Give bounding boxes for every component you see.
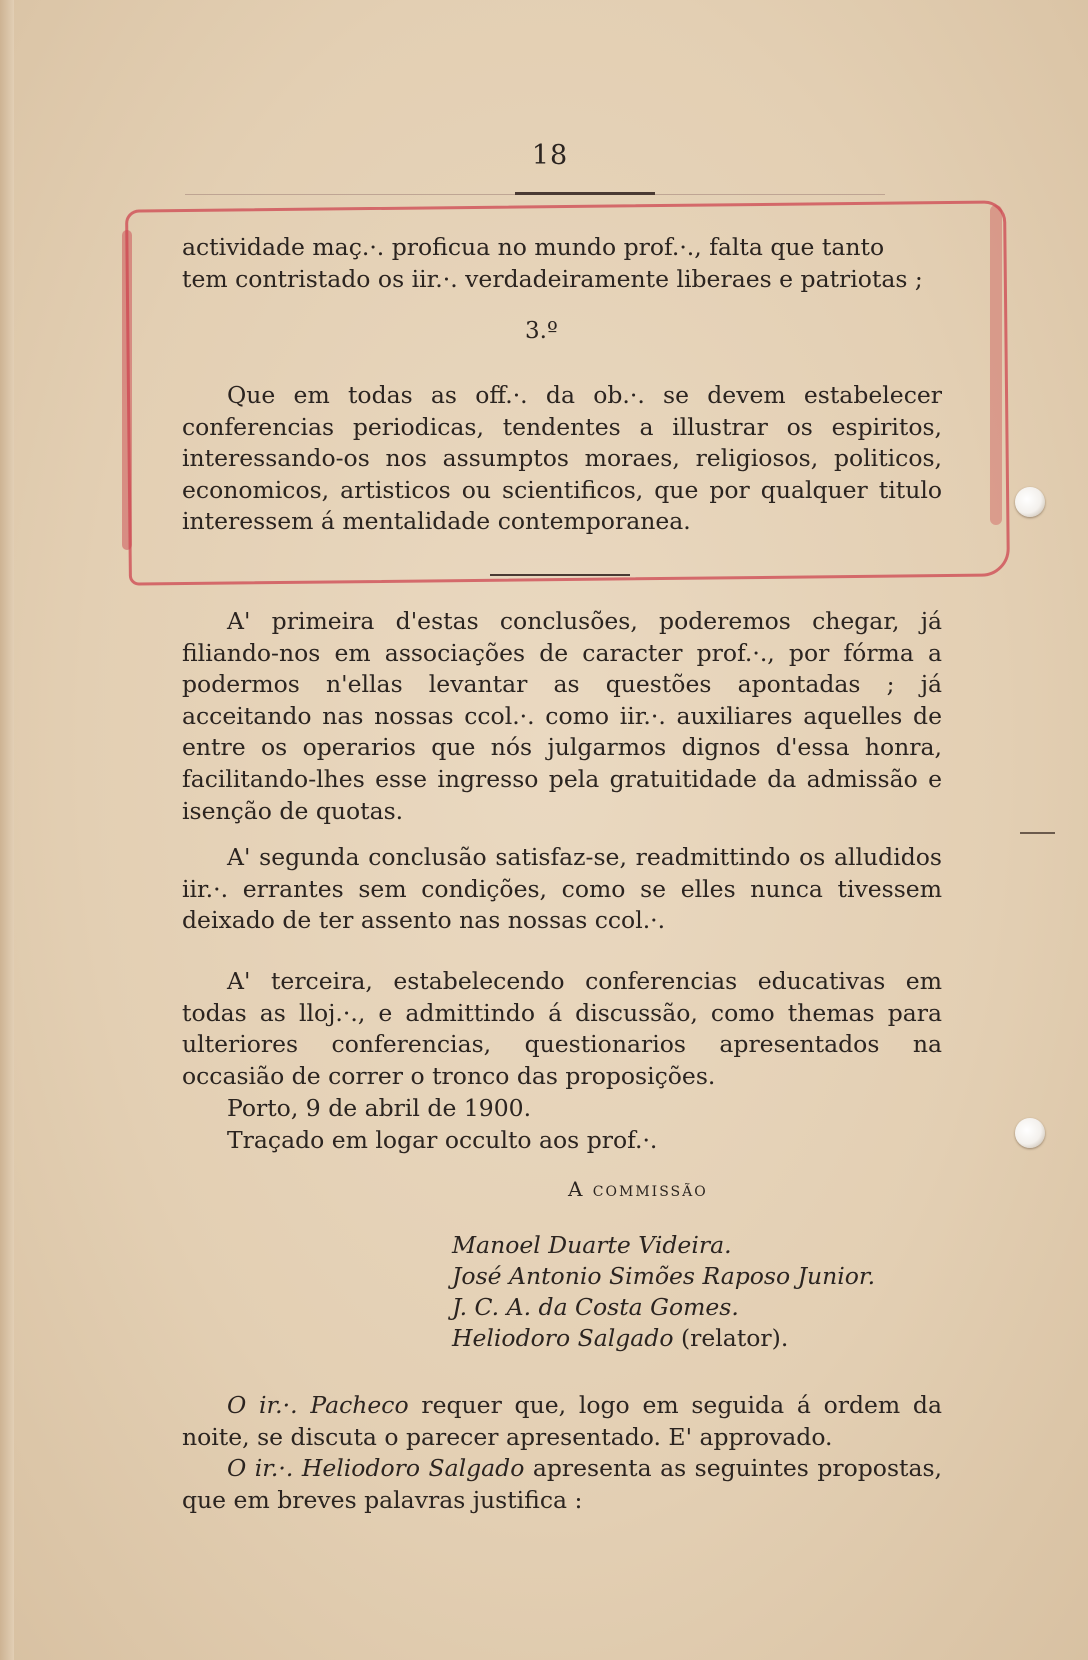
section-divider [490, 574, 630, 576]
traced-text: Traçado em logar occulto aos prof.·. [227, 1126, 658, 1154]
paragraph-text: A' primeira d'estas conclusões, poderemos chegar, já filiando-nos em associações de caracter prof.·., por fórma a podermos n'ellas levantar as questões apontadas ; já acceitando nas nossas ccol.·. como iir.·. auxiliares aquelles de entre os operarios que nós julgarmos dignos d'essa honra, facilitando-lhes esse ingresso pela gratuitidade da admissão e isenção de quotas. [182, 607, 942, 825]
signature-role: (relator). [680, 1324, 789, 1352]
header-rule-thick [515, 192, 655, 195]
traced-line [182, 1125, 942, 1157]
signature-name: Heliodoro Salgado [452, 1324, 674, 1352]
place-date-line [182, 1093, 942, 1125]
paragraph-rest: requer que, logo em seguida á ordem da noite, se discuta o parecer apresentado. E' approvado. [182, 1391, 942, 1451]
paragraph-text: A' segunda conclusão satisfaz-se, readmittindo os alludidos iir.·. errantes sem condições, como se elles nunca tivessem deixado de ter assento nas nossas ccol.·. [182, 843, 942, 935]
signature-line-relator [452, 1323, 875, 1354]
signature-line: José Antonio Simões Raposo Junior. [452, 1262, 876, 1290]
speaker-name: O ir.·. Heliodoro Salgado [227, 1454, 525, 1483]
margin-mark [1020, 832, 1055, 834]
paragraph-first-conclusion [182, 606, 942, 827]
header-rule [185, 192, 905, 196]
binding-hole [1015, 1118, 1045, 1148]
binding-hole [1015, 487, 1045, 517]
paragraph-text [182, 1453, 942, 1516]
page-edge-shadow [0, 0, 14, 1660]
paragraph-rest: apresenta as seguintes propostas, que em breves palavras justifica : [182, 1454, 942, 1514]
speaker-name: O ir.·. Pacheco [227, 1391, 409, 1419]
text-line: actividade maç.·. proficua no mundo prof.·., falta que tanto [182, 233, 885, 261]
paragraph-text [182, 1390, 942, 1453]
paragraph-text: A' terceira, estabelecendo conferencias educativas em todas as lloj.·., e admittindo á discussão, como themas para ulteriores conferencias, questionarios apresentados na occasião de correr o tronco das proposições. [182, 967, 942, 1090]
signature-line: J. C. A. da Costa Gomes. [452, 1293, 739, 1321]
signature-block [450, 1230, 875, 1354]
text-line: tem contristado os iir.·. verdadeiramente liberaes e patriotas ; [182, 264, 923, 293]
signature-line: Manoel Duarte Videira. [452, 1231, 732, 1259]
paragraph-text: Que em todas as off.·. da ob.·. se devem estabelecer conferencias periodicas, tendentes a illustrar os espiritos, interessando-os nos assumptos moraes, religiosos, politicos, economicos, artisticos ou scientificos, que por qualquer titulo interessem á mentalidade contemporanea. [182, 381, 942, 536]
paragraph-second-conclusion [182, 842, 942, 937]
closing-paragraphs [182, 1390, 942, 1516]
paragraph-continuation [182, 232, 942, 295]
committee-heading: A commissão [568, 1177, 708, 1201]
page-number: 18 [531, 140, 569, 171]
place-date: Porto, 9 de abril de 1900. [227, 1094, 532, 1122]
paragraph-third-conclusion [182, 966, 942, 1092]
paragraph-conclusion-3 [182, 380, 942, 538]
section-ordinal: 3.º [525, 318, 558, 344]
